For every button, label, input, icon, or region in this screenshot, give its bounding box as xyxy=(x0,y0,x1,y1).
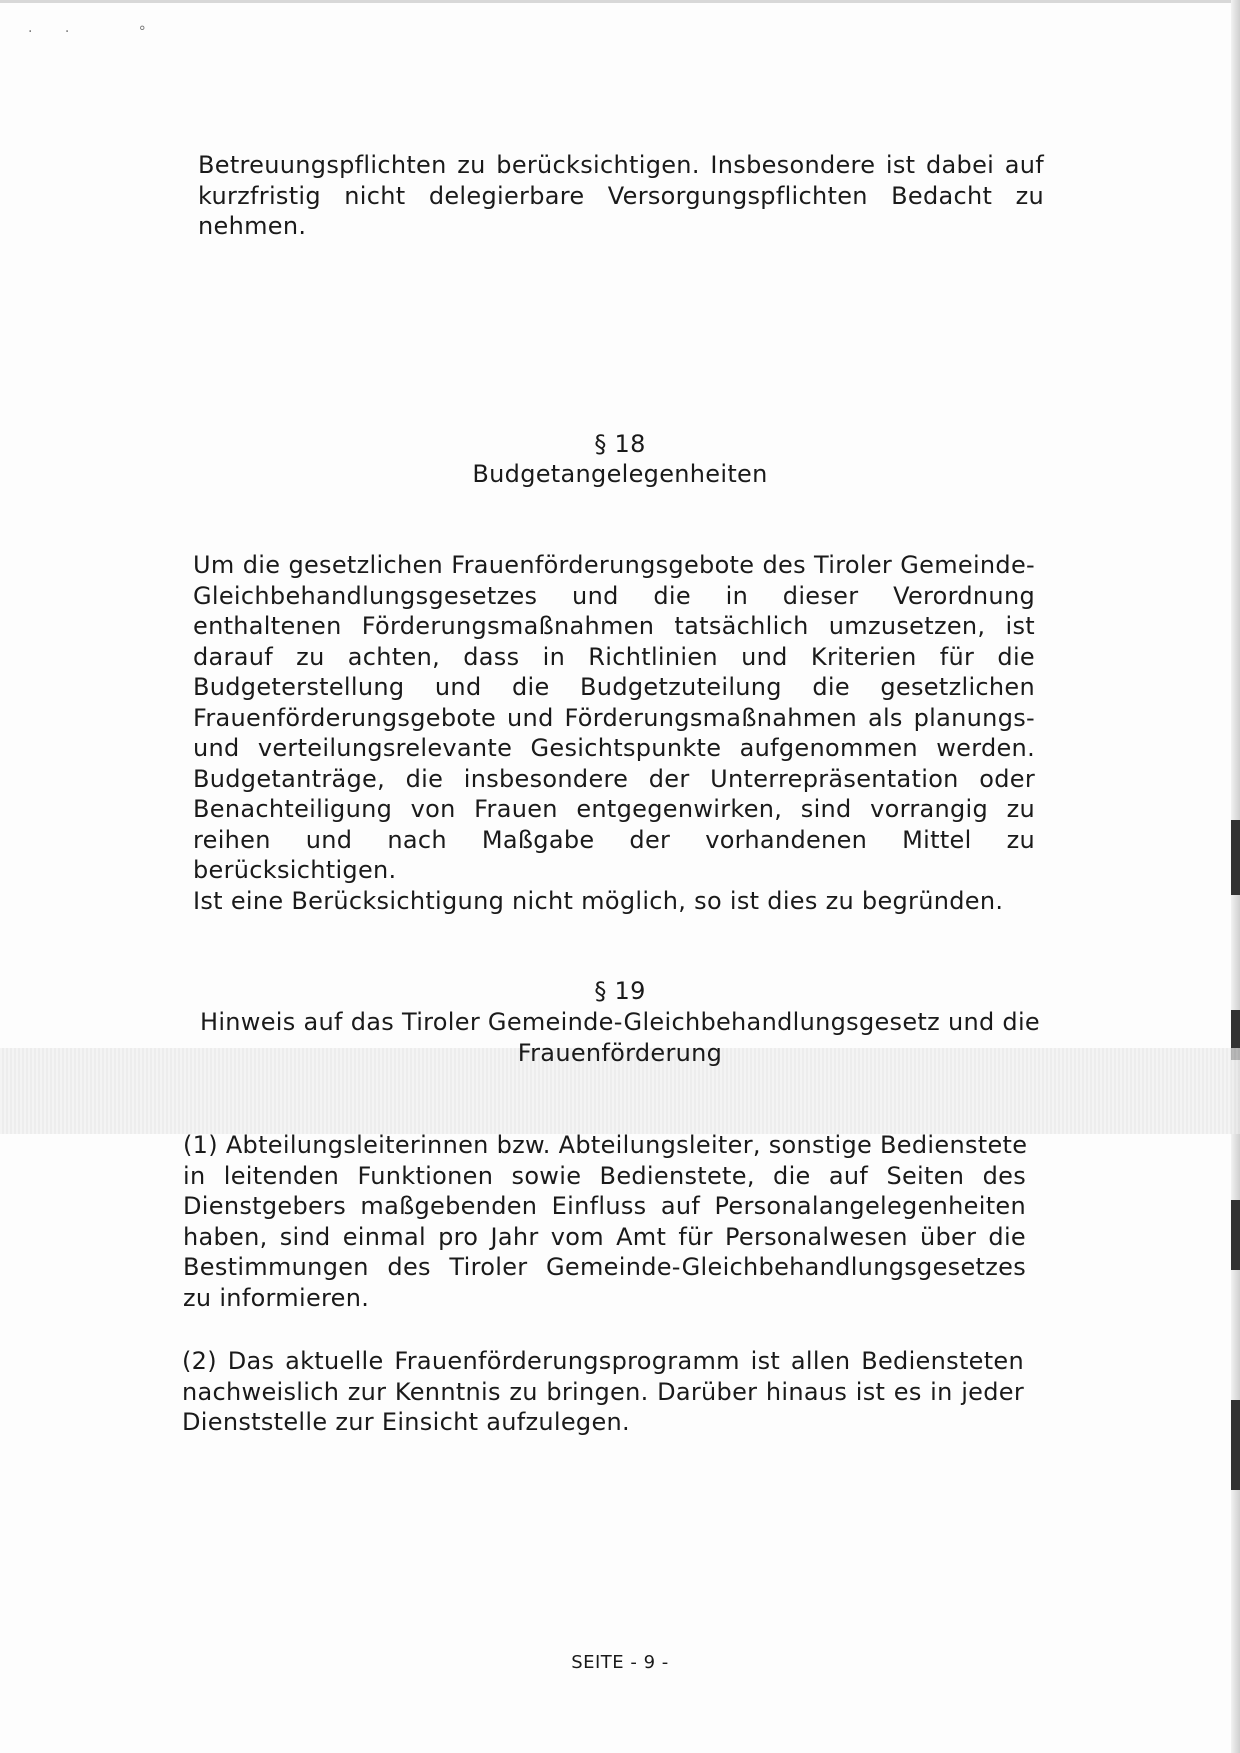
section-19-number: § 19 xyxy=(594,977,646,1005)
text-line: kurzfristig nicht delegierbare Versorgungspflichten Bedacht zu xyxy=(198,181,1044,210)
text-line: haben, sind einmal pro Jahr vom Amt für Personalwesen über die xyxy=(183,1222,1026,1251)
text-line: Ist eine Berücksichtigung nicht möglich, so ist dies zu begründen. xyxy=(193,886,1004,915)
text-line: Budgeterstellung und die Budgetzuteilung die gesetzlichen xyxy=(193,673,1035,701)
text-line: nachweislich zur Kenntnis zu bringen. Darüber hinaus ist es in jeder xyxy=(182,1377,1024,1406)
section-19-title-line-2: Frauenförderung xyxy=(517,1039,723,1067)
scan-specks: · · ° xyxy=(28,24,160,40)
section-18-paragraph xyxy=(193,550,1035,916)
text-line: Um die gesetzlichen Frauenförderungsgebote des Tiroler Gemeinde- xyxy=(193,551,1035,579)
text-line: enthaltenen Förderungsmaßnahmen tatsächlich umzusetzen, ist xyxy=(193,612,1035,640)
scan-edge-top xyxy=(0,0,1240,3)
text-line: Bestimmungen des Tiroler Gemeinde-Gleichbehandlungsgesetzes xyxy=(183,1253,1026,1281)
text-line: Benachteiligung von Frauen entgegenwirken, sind vorrangig zu xyxy=(193,795,1035,823)
text-line: Frauenförderungsgebote und Förderungsmaßnahmen als planungs- xyxy=(193,703,1035,732)
scan-mark xyxy=(1231,1200,1240,1270)
scan-mark xyxy=(1231,820,1240,895)
scan-mark xyxy=(1231,1400,1240,1490)
text-line: reihen und nach Maßgabe der vorhandenen Mittel zu xyxy=(193,825,1035,854)
section-19-paragraph-2 xyxy=(182,1346,1024,1438)
text-line: (2) Das aktuelle Frauenförderungsprogramm ist allen Bediensteten xyxy=(182,1347,1024,1375)
text-line: Gleichbehandlungsgesetzes und die in dieser Verordnung xyxy=(193,581,1035,610)
text-line: Dienststelle zur Einsicht aufzulegen. xyxy=(182,1408,630,1436)
section-18-title: Budgetangelegenheiten xyxy=(472,460,768,488)
text-line: Dienstgebers maßgebenden Einfluss auf Personalangelegenheiten xyxy=(183,1192,1026,1220)
text-line: nehmen. xyxy=(198,212,307,240)
section-19-title-line-1: Hinweis auf das Tiroler Gemeinde-Gleichbehandlungsgesetz und die xyxy=(199,1008,1040,1036)
text-line: Budgetanträge, die insbesondere der Unterrepräsentation oder xyxy=(193,764,1035,793)
text-line: in leitenden Funktionen sowie Bedienstete, die auf Seiten des xyxy=(183,1161,1026,1190)
text-line: (1) Abteilungsleiterinnen bzw. Abteilungsleiter, sonstige Bedienstete xyxy=(183,1131,1028,1159)
section-19-paragraph-1 xyxy=(183,1130,1026,1313)
text-line: berücksichtigen. xyxy=(193,856,397,884)
text-line: und verteilungsrelevante Gesichtspunkte aufgenommen werden. xyxy=(193,734,1035,762)
continuation-paragraph xyxy=(198,150,1044,242)
text-line: Betreuungspflichten zu berücksichtigen. Insbesondere ist dabei auf xyxy=(198,151,1044,179)
section-18-number: § 18 xyxy=(594,430,646,458)
page-number: SEITE - 9 - xyxy=(571,1652,669,1673)
text-line: darauf zu achten, dass in Richtlinien und Kriterien für die xyxy=(193,642,1035,671)
text-line: zu informieren. xyxy=(183,1283,370,1312)
